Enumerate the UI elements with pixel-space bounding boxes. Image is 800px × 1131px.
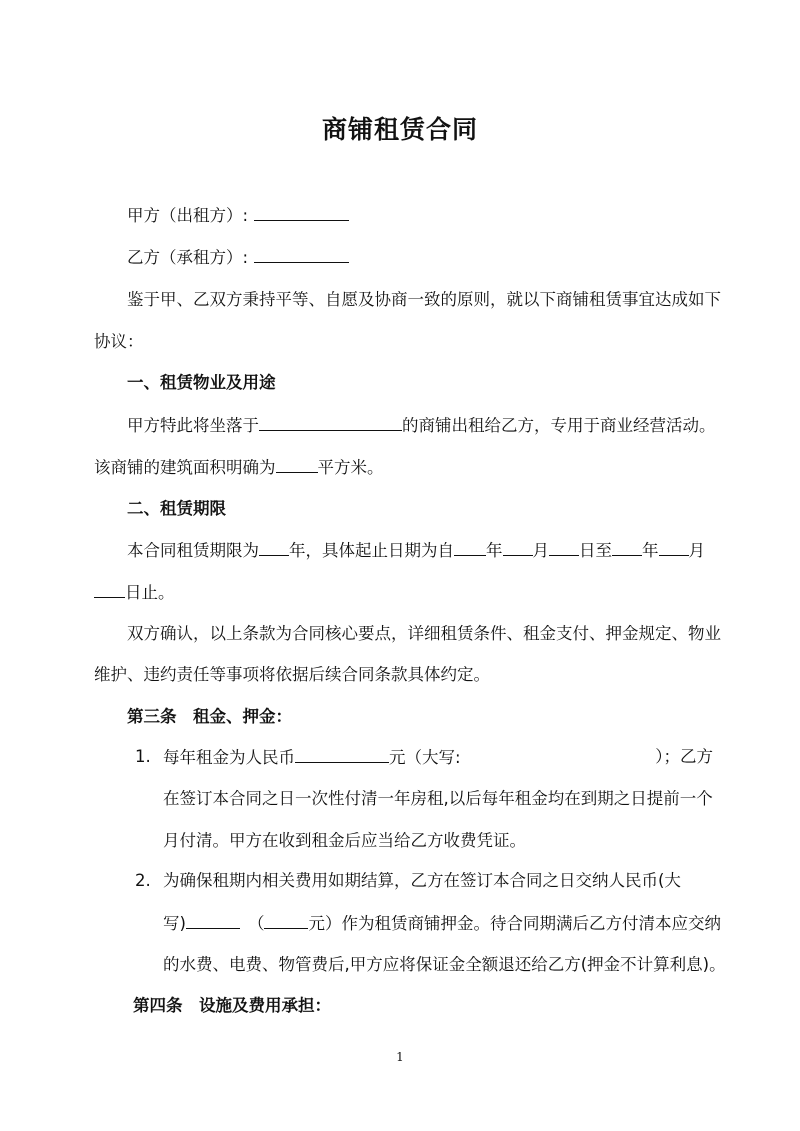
item1-line-3: 月付清。甲方在收到租金后应当给乙方收费凭证。 xyxy=(163,831,526,850)
area-blank xyxy=(276,455,318,473)
section1-line-1 xyxy=(127,413,716,438)
preamble-line-1: 鉴于甲、乙双方秉持平等、自愿及协商一致的原则，就以下商铺租赁事宜达成如下 xyxy=(127,290,721,309)
section1-area-a: 该商铺的建筑面积明确为 xyxy=(94,458,276,477)
end-day-blank xyxy=(94,580,125,598)
location-blank xyxy=(259,413,402,431)
term-text-e: 日至 xyxy=(579,541,612,560)
deposit-text-c: 元）作为租赁商铺押金。待合同期满后乙方付清本应交纳 xyxy=(308,914,721,933)
term-text-f: 年 xyxy=(642,541,659,560)
deposit-amount-blank xyxy=(264,911,308,929)
item2-line-3: 的水费、电费、物管费后,甲方应将保证金全额退还给乙方(押金不计算利息)。 xyxy=(163,955,726,974)
term-text-end: 日止。 xyxy=(125,583,175,602)
confirm-line-1: 双方确认，以上条款为合同核心要点，详细租赁条件、租金支付、押金规定、物业 xyxy=(127,624,721,643)
start-year-blank xyxy=(454,538,486,556)
party-b-line xyxy=(127,245,349,270)
section1-text-b: 的商铺出租给乙方，专用于商业经营活动。 xyxy=(402,416,716,435)
rent-text-a: 每年租金为人民币 xyxy=(163,748,295,767)
rent-text-b: 元（大写: xyxy=(389,748,461,767)
section2-heading: 二、租赁期限 xyxy=(127,499,226,518)
end-month-blank xyxy=(659,538,689,556)
section1-line-2 xyxy=(94,455,384,480)
party-a-label: 甲方（出租方）: xyxy=(127,206,249,225)
term-text-g: 月 xyxy=(688,541,705,560)
deposit-words-blank xyxy=(186,911,240,929)
end-year-blank xyxy=(612,538,642,556)
page-title: 商铺租赁合同 xyxy=(321,115,478,144)
start-day-blank xyxy=(549,538,579,556)
article3-heading: 第三条 租金、押金： xyxy=(127,707,292,726)
section2-line-2 xyxy=(94,580,175,605)
start-month-blank xyxy=(503,538,533,556)
article4-heading: 第四条 设施及费用承担： xyxy=(133,996,331,1015)
rent-amount-blank xyxy=(295,745,389,763)
item1-number: 1. xyxy=(135,747,151,766)
party-b-label: 乙方（承租方）: xyxy=(127,248,249,267)
term-text-c: 年 xyxy=(486,541,503,560)
term-text-b: 年，具体起止日期为自 xyxy=(289,541,454,560)
term-text-a: 本合同租赁期限为 xyxy=(127,541,259,560)
confirm-line-2: 维护、违约责任等事项将依据后续合同条款具体约定。 xyxy=(94,665,490,684)
section1-area-b: 平方米。 xyxy=(317,458,384,477)
party-a-blank xyxy=(254,203,349,221)
item1-line-2: 在签订本合同之日一次性付清一年房租,以后每年租金均在到期之日提前一个 xyxy=(163,789,713,808)
deposit-text-b: （ xyxy=(247,914,265,933)
term-text-d: 月 xyxy=(532,541,549,560)
rent-text-c: ）；乙方 xyxy=(655,747,713,766)
page-number: 1 xyxy=(396,1050,404,1064)
deposit-text-a: 写) xyxy=(163,914,186,933)
item2-line-2 xyxy=(163,911,721,936)
section1-text-a: 甲方特此将坐落于 xyxy=(127,416,259,435)
item2-number: 2. xyxy=(135,871,151,890)
item2-line-1: 为确保租期内相关费用如期结算，乙方在签订本合同之日交纳人民币(大 xyxy=(163,871,681,890)
item1-line-1 xyxy=(163,745,713,770)
preamble-line-2: 协议： xyxy=(94,332,144,351)
party-a-line xyxy=(127,203,349,228)
section1-heading: 一、租赁物业及用途 xyxy=(127,373,276,392)
section2-line-1 xyxy=(127,538,705,563)
party-b-blank xyxy=(254,245,349,263)
term-years-blank xyxy=(259,538,289,556)
